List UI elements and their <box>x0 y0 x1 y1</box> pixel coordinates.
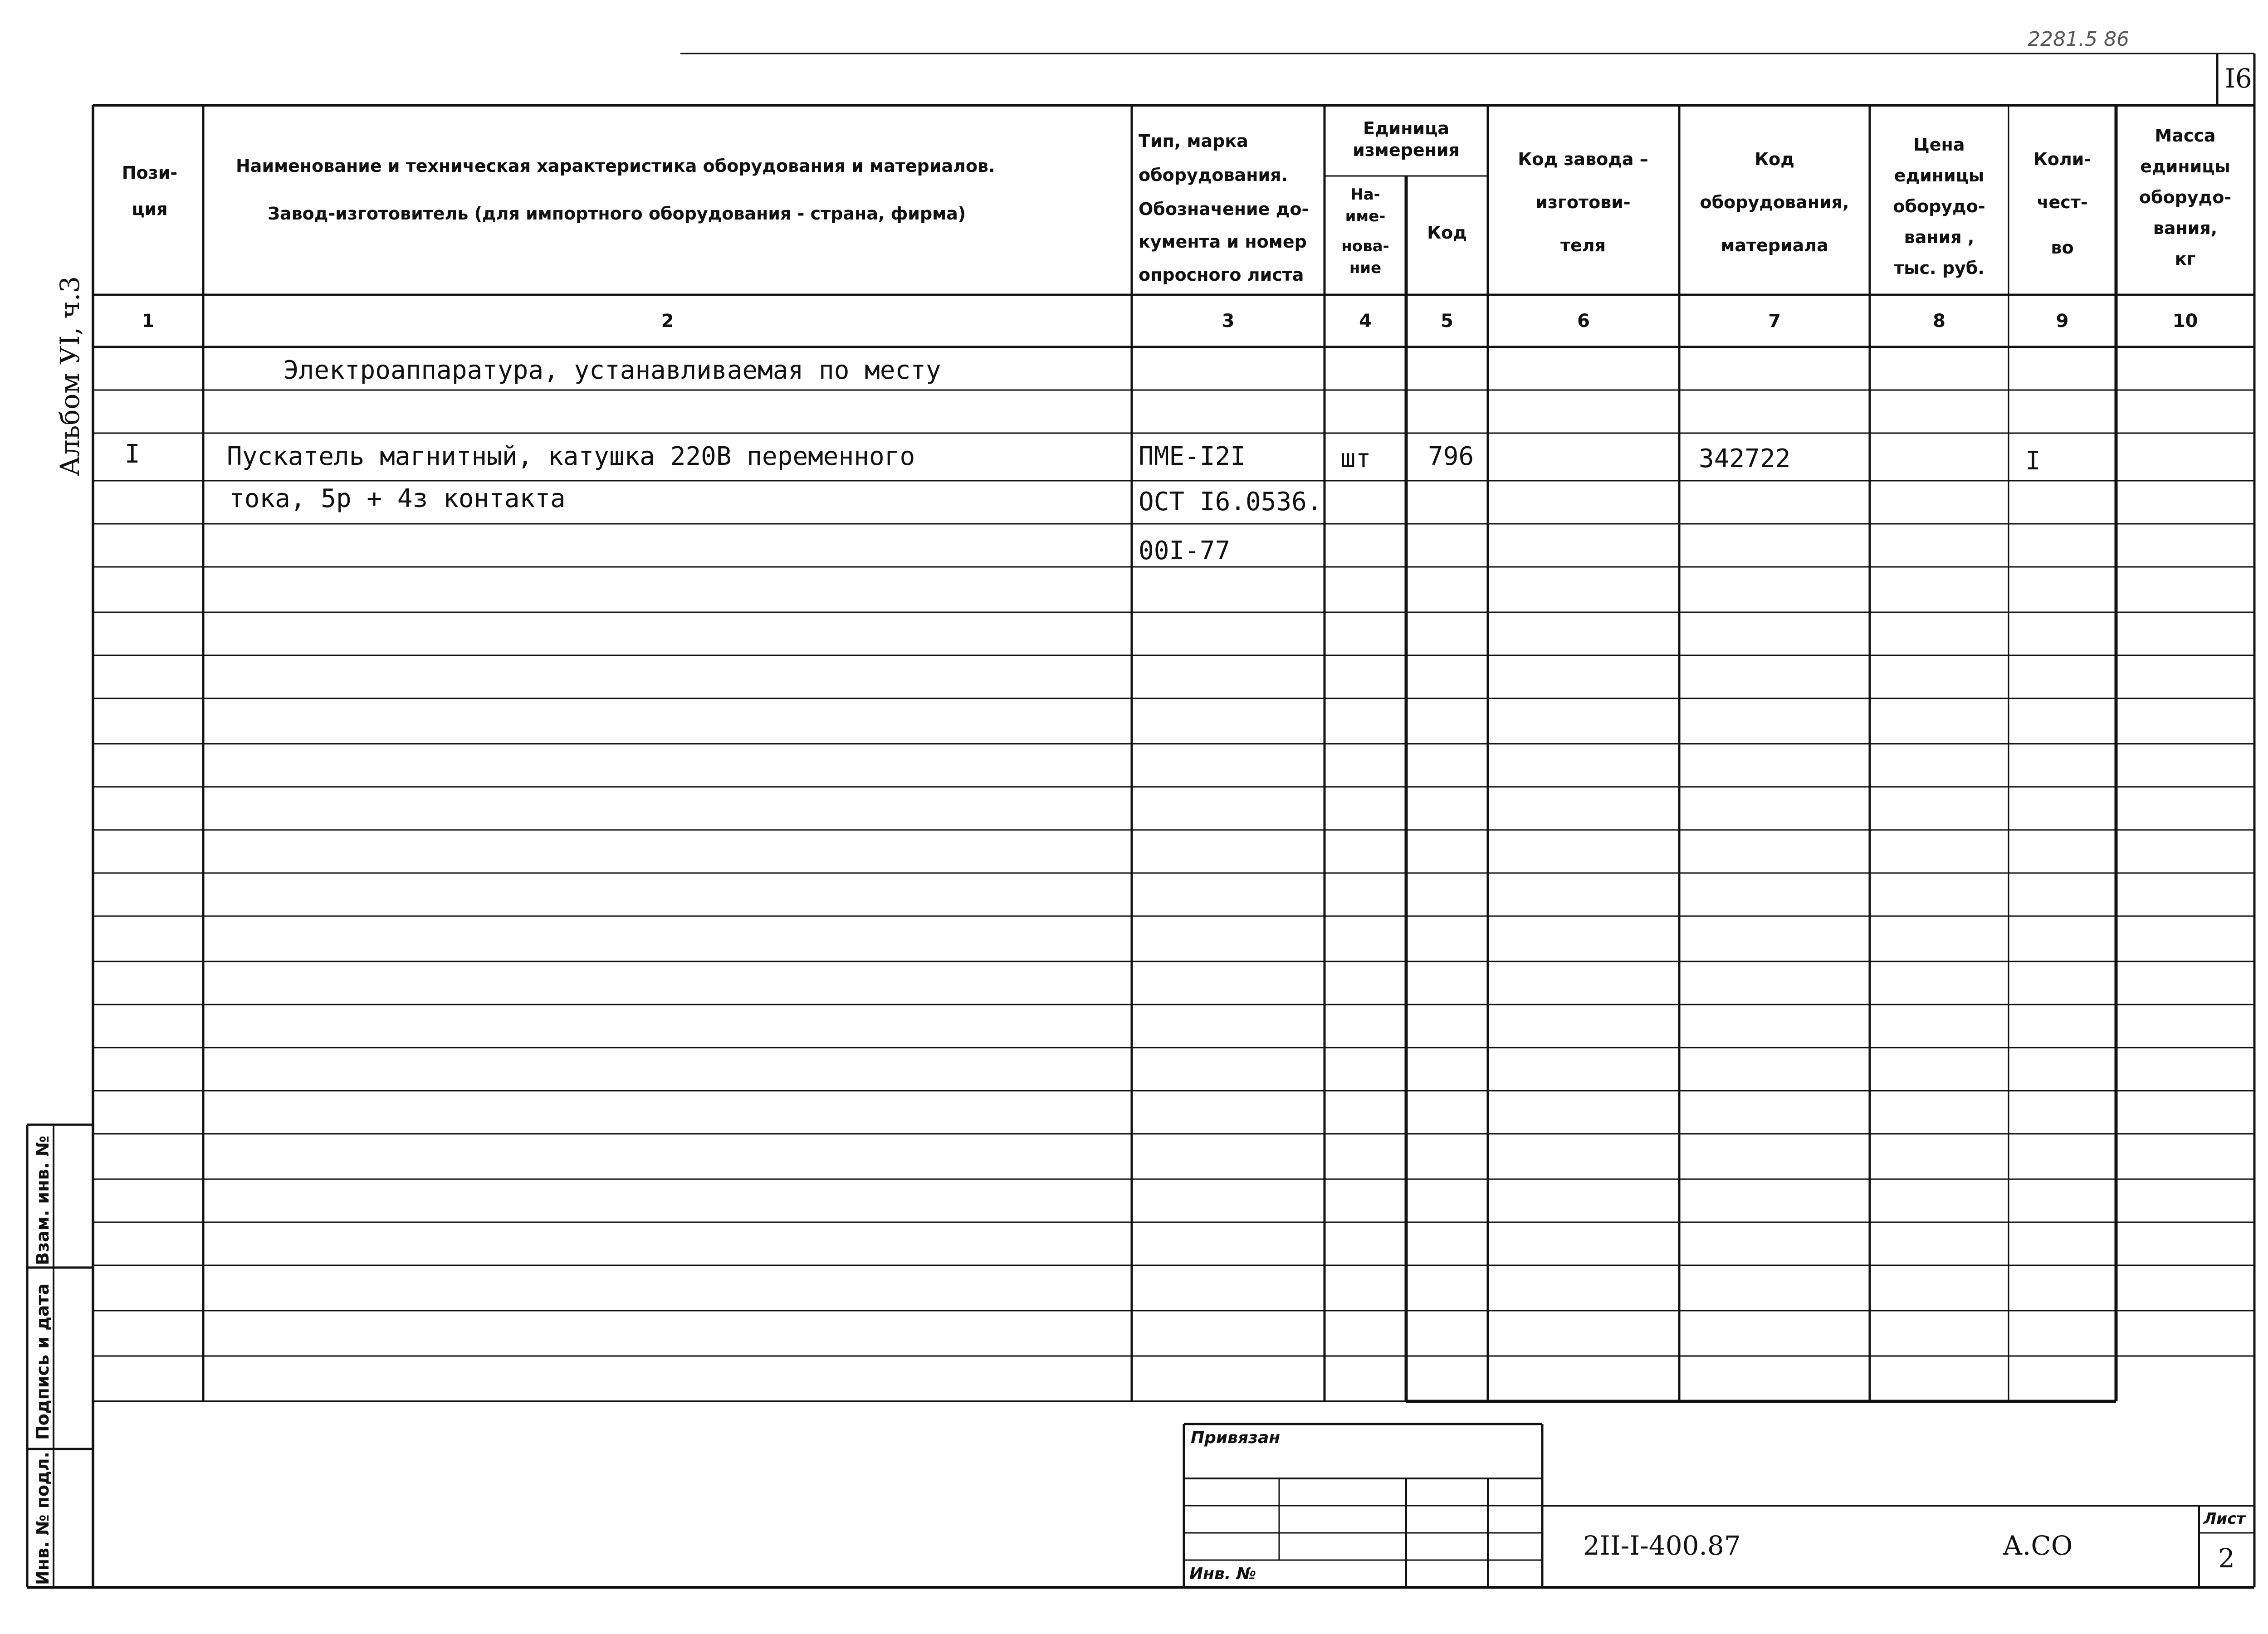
inv-podl-label: Инв. № подл. <box>33 1451 53 1585</box>
col4-line: На- <box>1350 185 1380 204</box>
col10-line: единицы <box>2140 156 2230 176</box>
col10-line: вания, <box>2153 218 2218 238</box>
col10-line: кг <box>2175 249 2196 269</box>
zam-inv-label: Взам. инв. № <box>33 1136 53 1265</box>
col2-line: Завод-изготовитель (для импортного оборудования - страна, фирма) <box>268 204 966 224</box>
col45-line: Единица <box>1363 118 1449 138</box>
sheet-number-top: I6 <box>2225 63 2252 94</box>
col-header-unit-code: Код <box>1427 223 1467 243</box>
item-name-line2: тока, 5р + 4з контакта <box>229 484 566 513</box>
item-unit-name: шт <box>1340 444 1371 473</box>
column-number: 6 <box>1577 311 1590 332</box>
col6-line: изготови- <box>1535 192 1631 212</box>
col9-line: Коли- <box>2033 149 2092 169</box>
item-type-line3: 00I-77 <box>1139 536 1231 566</box>
col2-line: Наименование и техническая характеристика оборудования и материалов. <box>236 156 995 176</box>
document-code: 2II-I-400.87 <box>1583 1530 1741 1561</box>
column-number: 10 <box>2172 311 2198 332</box>
item-position: I <box>125 439 140 469</box>
column-number: 5 <box>1441 311 1453 332</box>
privyazan-label: Привязан <box>1191 1429 1281 1447</box>
col1-line: Пози- <box>122 163 178 183</box>
col3-line: опросного листа <box>1139 265 1304 285</box>
sign-date-label: Подпись и дата <box>33 1283 53 1440</box>
col8-line: оборудо- <box>1893 196 1985 216</box>
col1-line: ция <box>132 199 168 219</box>
col3-line: кумента и номер <box>1139 232 1307 252</box>
col45-line: измерения <box>1353 140 1460 160</box>
item-type-line1: ПМЕ-I2I <box>1139 442 1246 471</box>
col8-line: вания , <box>1904 227 1975 247</box>
corner-scrawl: 2281.5 86 <box>2028 28 2129 48</box>
col4-line: ние <box>1349 259 1382 277</box>
col4-line: нова- <box>1341 237 1389 255</box>
column-number: 8 <box>1933 311 1945 332</box>
col8-line: Цена <box>1913 135 1965 155</box>
col7-line: материала <box>1721 235 1828 255</box>
column-number: 2 <box>661 311 674 332</box>
col9-line: чест- <box>2037 192 2088 212</box>
column-number: 1 <box>142 311 155 332</box>
column-number: 9 <box>2056 311 2069 332</box>
inv-no-label: Инв. № <box>1189 1565 1256 1583</box>
column-number: 7 <box>1768 311 1781 332</box>
item-unit-code: 796 <box>1428 442 1474 471</box>
album-label: Альбом УI, ч.3 <box>54 276 85 476</box>
col8-line: единицы <box>1894 166 1984 185</box>
sheet-number: 2 <box>2218 1543 2235 1574</box>
col7-line: Код <box>1755 149 1794 169</box>
col8-line: тыс. руб. <box>1894 258 1984 278</box>
column-number: 3 <box>1222 311 1235 332</box>
col7-line: оборудования, <box>1700 192 1849 212</box>
item-type-line2: ОСТ I6.0536. <box>1139 487 1322 517</box>
col4-line: име- <box>1345 207 1386 225</box>
section-title: Электроаппаратура, устанавливаемая по месту <box>284 356 941 385</box>
column-number: 4 <box>1359 311 1372 332</box>
col10-line: оборудо- <box>2139 187 2232 207</box>
col3-line: Тип, марка <box>1139 131 1248 151</box>
col6-line: Код завода – <box>1518 149 1648 169</box>
col3-line: Обозначение до- <box>1139 199 1309 219</box>
col10-line: Масса <box>2155 126 2216 146</box>
album-code: А.СО <box>2003 1530 2073 1561</box>
col6-line: теля <box>1560 235 1606 255</box>
sheet-label: Лист <box>2204 1510 2245 1528</box>
item-name-line1: Пускатель магнитный, катушка 220В переменного <box>227 442 915 471</box>
item-quantity: I <box>2025 446 2041 476</box>
col9-line: во <box>2051 238 2074 258</box>
col3-line: оборудования. <box>1139 165 1288 185</box>
item-material-code: 342722 <box>1699 444 1791 473</box>
